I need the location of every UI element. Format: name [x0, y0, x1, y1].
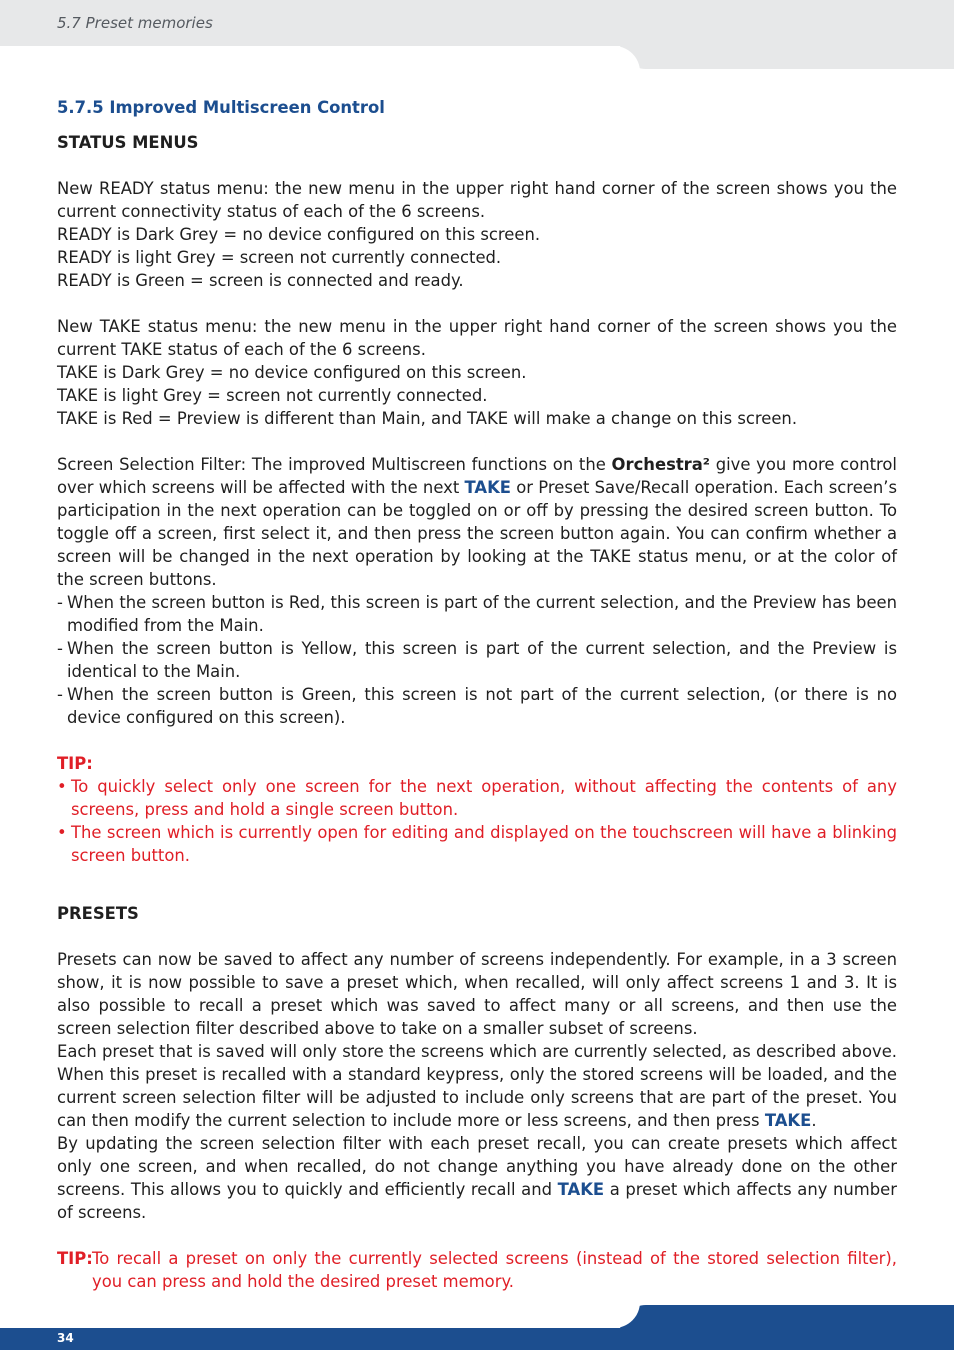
take-line: TAKE is Red = Preview is different than Main, and TAKE will make a change on this screen.	[57, 409, 798, 428]
presets-paragraph-2: Each preset that is saved will only store the screens which are currently selected, as described above. When this preset is recalled with a standard keypress, only the stored screens will be loaded, and the current screen selection filter will be adjusted to include only screens that are part of the preset. You can then modify the current selection to include more or less screens, and then press TAKE.	[57, 1042, 897, 1130]
take-keyword: TAKE	[557, 1180, 605, 1199]
header-tab	[620, 40, 954, 69]
tip-bullet: • To quickly select only one screen for the next operation, without affecting the contents of any screens, press and hold a single screen button.	[57, 777, 897, 819]
tip-label: TIP:	[57, 1249, 93, 1268]
take-line: TAKE is Dark Grey = no device configured on this screen.	[57, 363, 527, 382]
tip-text: To recall a preset on only the currently selected screens (instead of the stored selection filter), you can press and hold the desired preset memory.	[92, 1249, 897, 1291]
ready-line: READY is Green = screen is connected and ready.	[57, 271, 464, 290]
ready-line: READY is Dark Grey = no device configured on this screen.	[57, 225, 541, 244]
presets-heading: PRESETS	[57, 904, 139, 923]
page-content	[57, 96, 897, 1293]
footer-band	[0, 1328, 954, 1350]
footer-cover	[0, 1300, 640, 1328]
presets-tip	[57, 1247, 897, 1293]
running-header: 5.7 Preset memories	[57, 14, 213, 32]
ready-line: READY is light Grey = screen not currently connected.	[57, 248, 502, 267]
take-intro: New TAKE status menu: the new menu in the upper right hand corner of the screen shows you the current TAKE status of each of the 6 screens.	[57, 317, 897, 359]
dash-list-item: - When the screen button is Yellow, this screen is part of the current selection, and the Preview is identical to the Main.	[57, 639, 897, 681]
presets-paragraph-1: Presets can now be saved to affect any number of screens independently. For example, in a 3 screen show, it is now possible to save a preset which, when recalled, will only affect screens 1 and 3. It is also possible to recall a preset which was saved to affect many or all screens, and then use the screen selection filter described above to take on a smaller subset of screens.	[57, 950, 897, 1038]
status-menus-heading: STATUS MENUS	[57, 133, 199, 152]
header-cover	[0, 46, 640, 76]
take-keyword: TAKE	[464, 478, 511, 497]
tip-label: TIP:	[57, 754, 93, 773]
dash-list-item: - When the screen button is Green, this screen is not part of the current selection, (or there is no device configured on this screen).	[57, 685, 897, 727]
selection-filter-paragraph: Screen Selection Filter: The improved Multiscreen functions on the Orchestra² give you more control over which screens will be affected with the next TAKE or Preset Save/Recall operation. Each screen’s participation in the next operation can be toggled on or off by pressing the desired screen button. To toggle off a screen, first select it, and then press the screen button again. You can confirm whether a screen will be changed in the next operation by looking at the TAKE status menu, or at the color of the screen buttons.	[57, 455, 897, 589]
page-number: 34	[57, 1331, 74, 1345]
dash-list-item: - When the screen button is Red, this screen is part of the current selection, and the Preview has been modified from the Main.	[57, 593, 897, 635]
tip-bullet: • The screen which is currently open for editing and displayed on the touchscreen will have a blinking screen button.	[57, 823, 897, 865]
ready-intro: New READY status menu: the new menu in the upper right hand corner of the screen shows you the current connectivity status of each of the 6 screens.	[57, 179, 897, 221]
take-keyword: TAKE	[764, 1111, 812, 1130]
presets-paragraph-3: By updating the screen selection filter with each preset recall, you can create presets which affect only one screen, and when recalled, do not change anything you have already done on the other screens. This allows you to quickly and efficiently recall and TAKE a preset which affects any number of screens.	[57, 1134, 897, 1222]
product-name: Orchestra²	[611, 455, 710, 474]
section-title: 5.7.5 Improved Multiscreen Control	[57, 98, 385, 117]
take-line: TAKE is light Grey = screen not currently connected.	[57, 386, 488, 405]
